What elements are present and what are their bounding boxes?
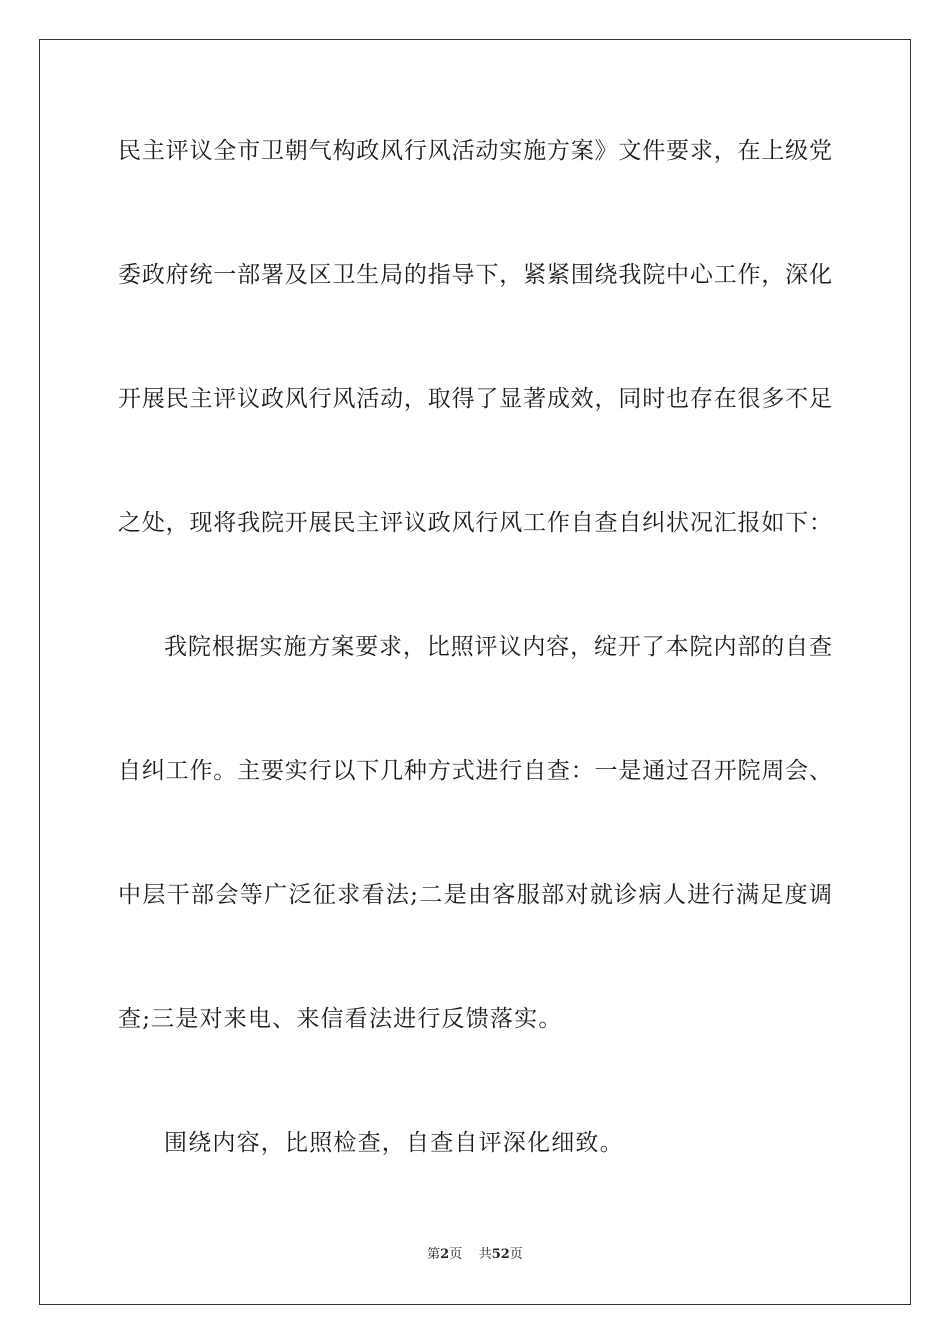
total-pages: 52 bbox=[491, 1247, 510, 1262]
page-border bbox=[39, 39, 911, 1305]
body-line-7: 中层干部会等广泛征求看法;二是由客服部对就诊病人进行满足度调 bbox=[118, 882, 832, 908]
body-line-3: 开展民主评议政风行风活动，取得了显著成效，同时也存在很多不足 bbox=[118, 386, 832, 412]
page-label-suffix: 页 bbox=[449, 1247, 463, 1262]
total-label-suffix: 页 bbox=[509, 1247, 523, 1262]
page-footer bbox=[0, 1246, 950, 1264]
body-line-8: 查;三是对来电、来信看法进行反馈落实。 bbox=[118, 1006, 563, 1032]
page-label-prefix: 第 bbox=[427, 1247, 441, 1262]
body-line-1: 民主评议全市卫朝气构政风行风活动实施方案》文件要求，在上级党 bbox=[118, 138, 832, 164]
page-number: 2 bbox=[440, 1247, 450, 1262]
body-line-4: 之处，现将我院开展民主评议政风行风工作自查自纠状况汇报如下： bbox=[118, 510, 832, 536]
body-line-2: 委政府统一部署及区卫生局的指导下，紧紧围绕我院中心工作，深化 bbox=[118, 262, 832, 288]
body-line-9: 围绕内容，比照检查，自查自评深化细致。 bbox=[164, 1130, 624, 1156]
body-line-6: 自纠工作。主要实行以下几种方式进行自查：一是通过召开院周会、 bbox=[118, 758, 832, 784]
body-line-5: 我院根据实施方案要求，比照评议内容，绽开了本院内部的自查 bbox=[164, 634, 832, 660]
total-label-prefix: 共 bbox=[478, 1247, 492, 1262]
